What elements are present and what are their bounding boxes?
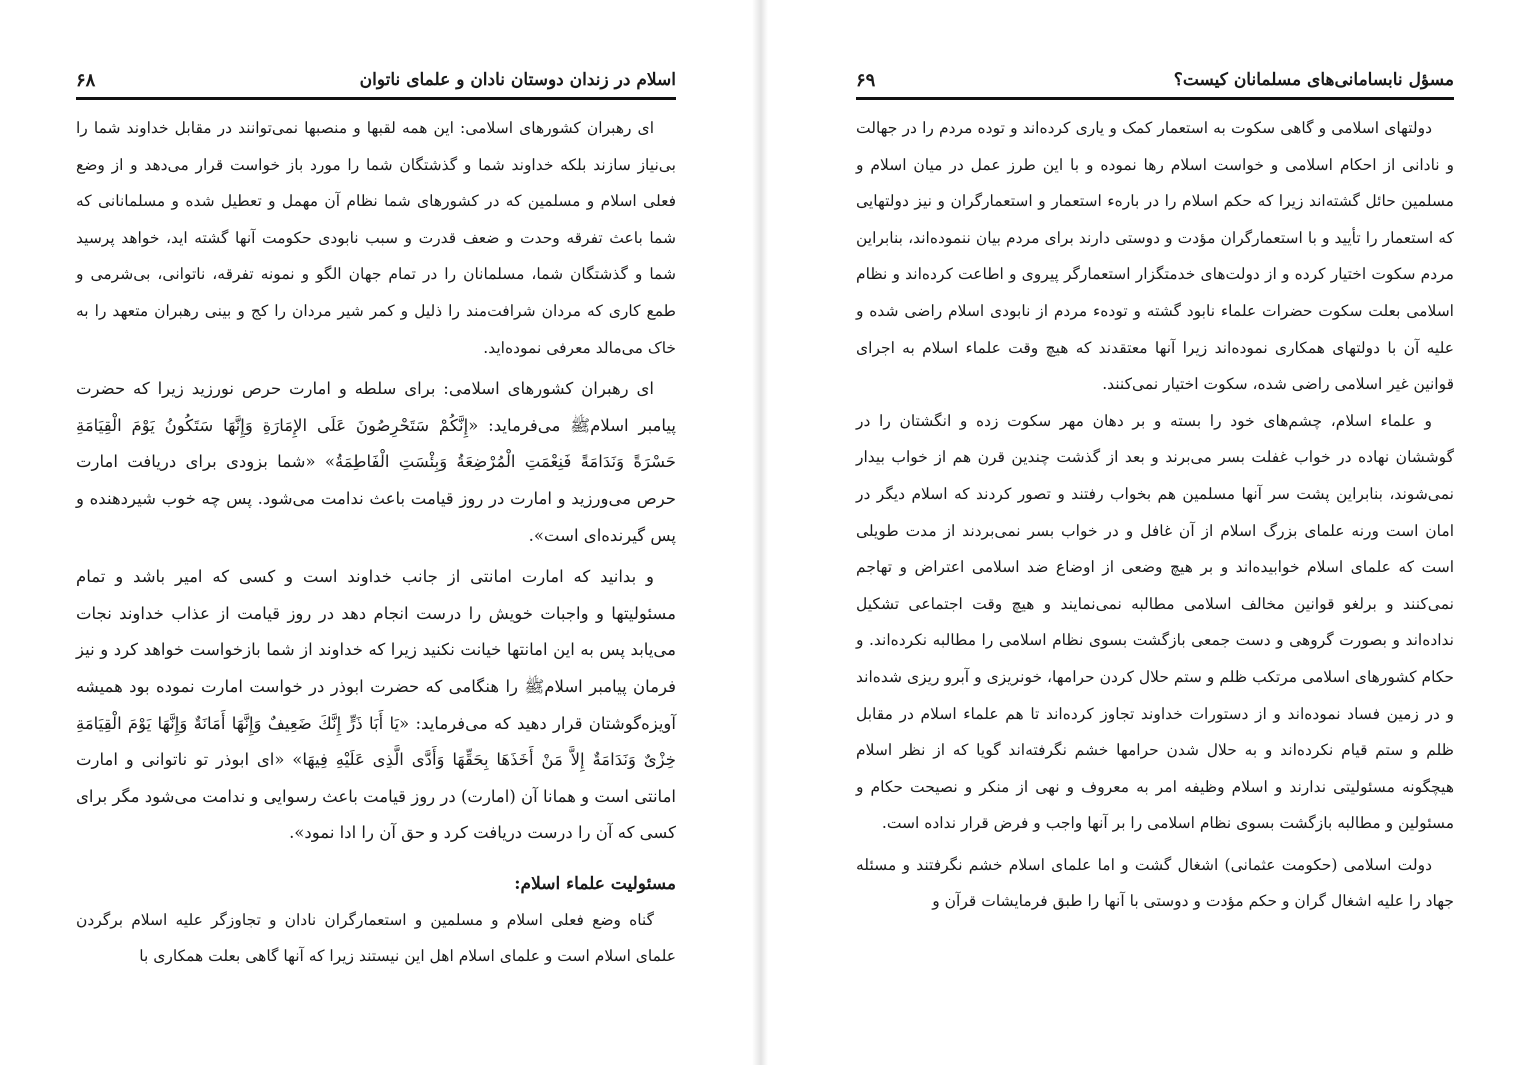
paragraph: گناه وضع فعلی اسلام و مسلمین و استعمارگران نادان و تجاوزگر علیه اسلام برگردن علمای اسلام است و علمای اسلام اهل این نیستند زیرا که آنها گاهی بعلت همکاری با [76,910,676,966]
right-page-header [856,64,1454,96]
paragraph: و بدانید که امارت امانتی از جانب خداوند است و کسی که امیر باشد و تمام مسئولیتها و واجبات خویش را درست انجام دهد در روز قیامت از عذاب خداوند نجات می‌یابد پس به این امانتها خیانت نکنید زیرا که خداوند از شما بازخواست خواهد کرد و نیز فرمان پیامبر اسلامﷺ را هنگامی که حضرت ابوذر در خواست امارت نموده بود همیشه آویزه‌گوشتان قرار دهید که می‌فرماید: «يَا أَبَا ذَرٍّ إِنَّكَ ضَعِيفٌ وَإِنَّهَا أَمَانَةٌ وَإِنَّهَا يَوْمَ الْقِيَامَةِ خِزْىٌ وَنَدَامَةٌ إِلاَّ مَنْ أَخَذَهَا بِحَقِّهَا وَأَدَّى الَّذِى عَلَيْهِ فِيهَا» «ای ابوذر تو ناتوانی و امارت امانتی است و همانا آن (امارت) در روز قیامت باعث رسوایی و ندامت می‌شود مگر برای کسی که آن را درست دریافت کرد و حق آن را ادا نمود». [76,567,676,843]
paragraph: و علماء اسلام، چشم‌های خود را بسته و بر دهان مهر سکوت زده و انگشتان را در گوششان نهاده در خواب غفلت بسر می‌برند و بعد از گذشت چندین قرن هم از خواب بیدار نمی‌شوند، بنابراین پشت سر آنها مسلمین هم بخواب رفتند و تصور کردند که اسلام دیگر در امان است ورنه علمای بزرگ اسلام از آن غافل و در خواب بسر نمی‌بردند از مدت طویلی است که علمای اسلام خوابیده‌اند و بر هیچ وضعی از اوضاع ضد اسلامی اعتراض و تهاجم نمی‌کنند و برلغو قوانین مخالف اسلامی مطالبه نمی‌نمایند و هیچ وقت اجتماعی تشکیل نداده‌اند و بصورت گروهی و دست جمعی بازگشت بسوی نظام اسلامی را مطالبه نکرده‌اند. و حکام کشورهای اسلامی مرتکب ظلم و ستم حلال کردن حرامها، خونریزی و آبرو ریزی شده‌اند و در زمین فساد نموده‌اند و از دستورات خداوند تجاوز کرده‌اند تا هم علماء اسلام در مقابل ظلم و ستم قیام نکرده‌اند و به حلال شدن حرامها خشم نگرفته‌اند گویا که از نظر اسلام هیچگونه مسئولیتی ندارند و اسلام وظیفه امر به معروف و نهی از منکر و نصیحت حکام و مسئولین و مطالبه بازگشت بسوی نظام اسلامی را بر آنها واجب و فرض قرار نداده است. [856,411,1454,833]
paragraph: دولت اسلامی (حکومت عثمانی) اشغال گشت و اما علمای اسلام خشم نگرفتند و مسئله جهاد را علیه اشغال گران و حکم مؤدت و دوستی با آنها را طبق فرمایشات قرآن و [856,855,1454,911]
paragraph: ای رهبران کشورهای اسلامی: برای سلطه و امارت حرص نورزید زیرا که حضرت پیامبر اسلامﷺ می‌فرماید: «إِنَّكُمْ سَتَحْرِصُونَ عَلَى الإِمَارَةِ وَإِنَّهَا سَتَكُونُ يَوْمَ الْقِيَامَةِ حَسْرَةً وَنَدَامَةً فَنِعْمَتِ الْمُرْضِعَةُ وَبِئْسَتِ الْفَاطِمَةُ» «شما بزودی برای دریافت امارت حرص می‌ورزید و امارت در روز قیامت باعث ندامت می‌شود. پس چه خوب شیردهنده و پس گیرنده‌ای است». [76,379,676,545]
book-gutter [752,0,768,1065]
left-page-body [76,110,676,975]
running-title: اسلام در زندان دوستان نادان و علمای ناتوان [359,70,676,90]
page-number: ۶۹ [856,69,876,91]
left-page [0,0,752,1065]
running-title: مسؤل نابسامانی‌های مسلمانان کیست؟ [1173,70,1454,90]
page-number: ۶۸ [76,69,96,91]
section-heading: مسئولیت علماء اسلام: [514,873,676,894]
header-rule [856,97,1454,100]
paragraph: دولتهای اسلامی و گاهی سکوت به استعمار کمک و یاری کرده‌اند و توده مردم را در جهالت و نادانی از احکام اسلامی و خواست اسلام رها نموده و با این طرز عمل در میان اسلام و مسلمین حائل گشته‌اند زیرا که حکم اسلام را در باره‌ء استعمار و استعمارگران و نیز دولتهایی که استعمار را تأیید و با استعمارگران مؤدت و دوستی دارند برای مردم بیان ننموده‌اند، بنابراین مردم سکوت اختیار کرده و از دولت‌های خدمتگزار استعمارگر پیروی و اطاعت کرده‌اند و نظام اسلامی بعلت سکوت حضرات علماء نابود گشته و توده‌ء مردم از نابودی اسلام راضی شده و علیه آن با دولتهای همکاری نموده‌اند زیرا آنها معتقدند که هیچ وقت علماء اسلام به اجرای قوانین غیر اسلامی راضی شده، سکوت اختیار نمی‌کنند. [856,119,1454,394]
right-page [768,0,1531,1065]
header-rule [76,97,676,100]
left-page-header [76,64,676,96]
right-page-body [856,110,1454,920]
paragraph: ای رهبران کشورهای اسلامی: این همه لقبها و منصبها نمی‌توانند در مقابل خداوند شما را بی‌نیاز سازند بلکه خداوند شما و گذشتگان شما را مورد باز خواست قرار می‌دهد و از وضع فعلی اسلام و مسلمین که در کشورهای شما نظام آن مهمل و تعطیل شده و مسلمانانی که شما باعث تفرقه وحدت و ضعف قدرت و سبب نابودی حکومت آنها گشته اید، خواهد پرسید شما و گذشتگان شما، مسلمانان را در تمام جهان الگو و نمونه تفرقه، ناتوانی، بی‌شرمی و طمع کاری که مردان شرافت‌مند را ذلیل و کمر شیر مردان را کج و بینی رهبران متعهد را به خاک می‌مالد معرفی نموده‌اید. [76,119,676,357]
